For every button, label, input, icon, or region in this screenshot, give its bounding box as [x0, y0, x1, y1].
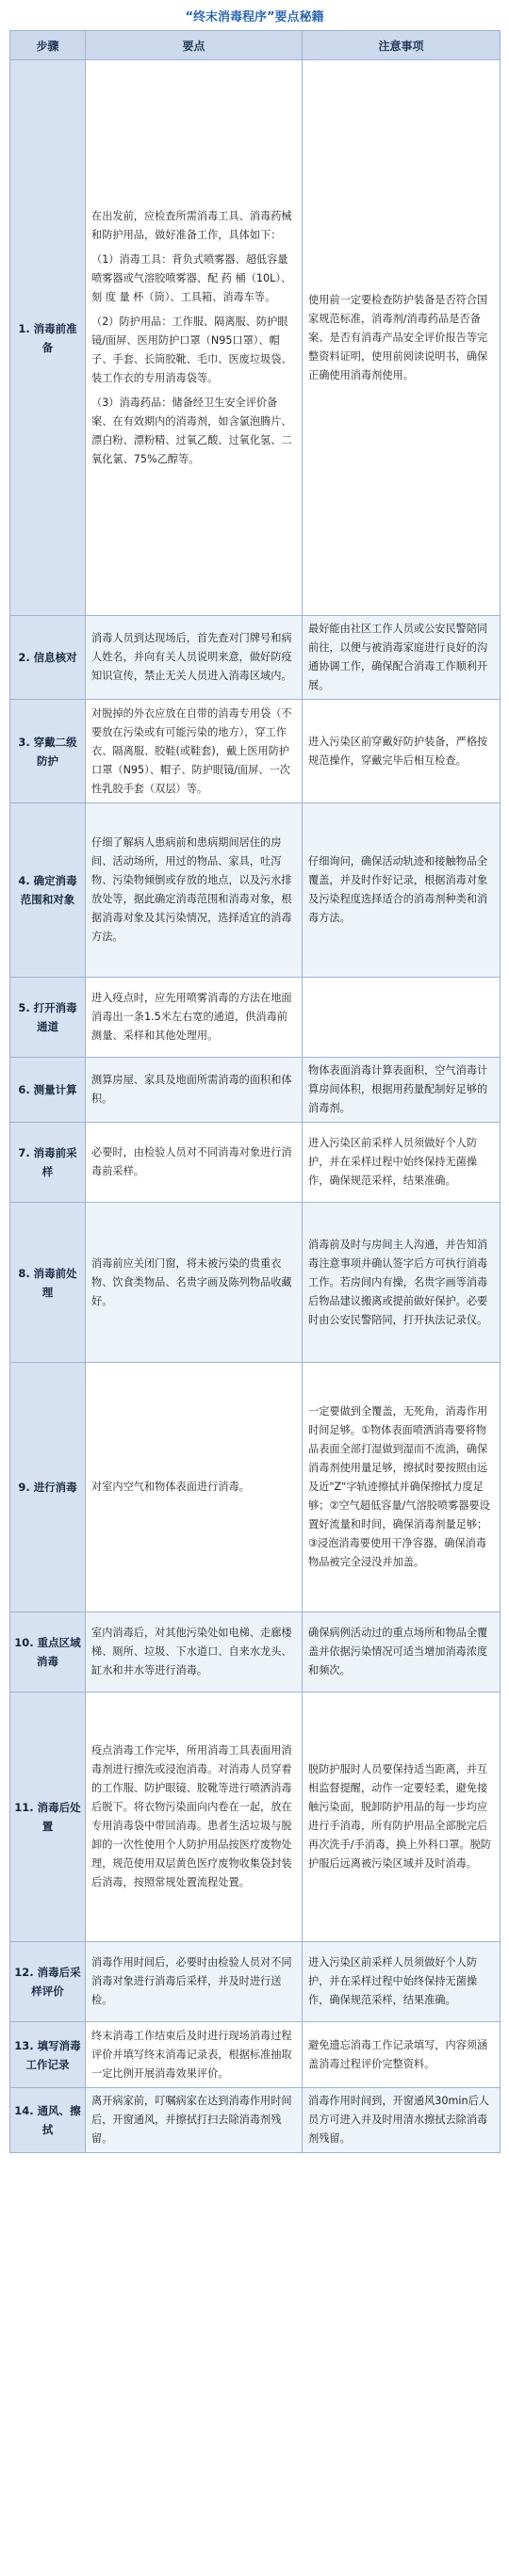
notes-cell — [303, 978, 501, 1058]
key-points-cell — [86, 1123, 303, 1203]
header-notes: 注意事项 — [303, 31, 501, 60]
key-point-text: 必要时，由检验人员对不同消毒对象进行消毒前采样。 — [91, 1146, 292, 1177]
notes-cell: 消毒作用时间到，开窗通风30min后人员方可进入并及时用清水擦拭去除消毒剂残留。 — [303, 2088, 501, 2153]
table-row — [10, 2022, 501, 2088]
key-points-cell — [86, 1942, 303, 2022]
step-cell: 8. 消毒前处理 — [10, 1203, 86, 1363]
table-row — [10, 1693, 501, 1942]
key-point-text: 测算房屋、家具及地面所需消毒的面积和体积。 — [91, 1074, 292, 1105]
key-point-text: 疫点消毒工作完毕，所用消毒工具表面用消毒剂进行擦洗或浸泡消毒。对消毒人员穿着的工作服、防护眼镜、胶靴等进行喷洒消毒后脱下。将衣物污染面向内卷在一起，放在专用消毒袋中带回消毒。患者生活垃圾与脱卸的一次性使用个人防护用品按医疗废物处理，规范使用双层黄色医疗废物收集袋封装后消毒，按照常规处置流程处置。 — [91, 1744, 292, 1888]
key-points-cell — [86, 978, 303, 1058]
table-row — [10, 616, 501, 700]
notes-cell: 消毒前及时与房间主人沟通，并告知消毒注意事项并确认签字后方可执行消毒工作。若房间内有操，名贵字画等消毒后物品建议搬离或提前做好保护。必要时由公安民警陪同，打开执法记录仪。 — [303, 1203, 501, 1363]
key-points-cell — [86, 1058, 303, 1123]
key-point-text: 进入疫点时，应先用喷雾消毒的方法在地面消毒出一条1.5米左右宽的通道，供消毒前测量、采样和其他处理用。 — [91, 992, 292, 1042]
header-key-points: 要点 — [86, 31, 303, 60]
step-cell: 7. 消毒前采样 — [10, 1123, 86, 1203]
notes-cell: 仔细询问，确保活动轨迹和接触物品全覆盖，并及时作好记录，根据消毒对象及污染程度选择适合的消毒剂种类和消毒方法。 — [303, 803, 501, 978]
key-point-text: 对室内空气和物体表面进行消毒。 — [91, 1481, 250, 1493]
step-cell: 4. 确定消毒范围和对象 — [10, 803, 86, 978]
step-cell: 9. 进行消毒 — [10, 1363, 86, 1612]
key-point-text: （1）消毒工具：背负式喷雾器、超低容量喷雾器或气溶胶喷雾器、配 药 桶（10L）、刻 度 量 杯（筒）、工具箱、消毒车等。 — [91, 252, 292, 303]
step-cell: 13. 填写消毒工作记录 — [10, 2022, 86, 2088]
notes-cell: 进入污染区前采样人员须做好个人防护，并在采样过程中始终保持无菌操作，确保规范采样，结果准确。 — [303, 1123, 501, 1203]
notes-cell: 物体表面消毒计算表面积，空气消毒计算房间体积，根据用药量配制好足够的消毒剂。 — [303, 1058, 501, 1123]
key-points-cell — [86, 616, 303, 700]
notes-cell: 进入污染区前穿戴好防护装备，严格按规范操作，穿戴完毕后相互检查。 — [303, 700, 501, 803]
key-point-text: 终末消毒工作结束后及时进行现场消毒过程评价并填写终末消毒记录表，根据标准抽取一定比例开展消毒效果评价。 — [91, 2029, 292, 2080]
step-cell: 12. 消毒后采样评价 — [10, 1942, 86, 2022]
key-point-text: 对脱掉的外衣应放在自带的消毒专用袋（不要放在污染或有可能污染的地方），穿工作衣、隔离服、胶鞋(或鞋套)，戴上医用防护口罩（N95）、帽子、防护眼镜/面屏、一次性乳胶手套（双层）等。 — [91, 706, 292, 795]
key-point-text: （3）消毒药品：储备经卫生安全评价备案、在有效期内的消毒剂，如含氯泡腾片、漂白粉、漂粉精、过氧乙酸、过氧化氢、二氧化氯、75%乙醇等。 — [91, 396, 292, 465]
step-cell: 3. 穿戴二级防护 — [10, 700, 86, 803]
step-cell: 6. 测量计算 — [10, 1058, 86, 1123]
table-row — [10, 1612, 501, 1693]
notes-cell: 最好能由社区工作人员或公安民警陪同前往，以便与被消毒家庭进行良好的沟通协调工作，确保配合消毒工作顺利开展。 — [303, 616, 501, 700]
key-point-text: 在出发前，应检查所需消毒工具、消毒药械和防护用品，做好准备工作，具体如下： — [91, 209, 292, 241]
key-point-text: 消毒人员到达现场后，首先查对门牌号和病人姓名，并向有关人员说明来意，做好防疫知识宣传，禁止无关人员进入消毒区域内。 — [91, 632, 292, 682]
document-title: “终末消毒程序”要点秘籍 — [185, 10, 324, 24]
table-row — [10, 1363, 501, 1612]
step-cell: 14. 通风、擦拭 — [10, 2088, 86, 2153]
key-points-cell — [86, 1203, 303, 1363]
step-cell: 1. 消毒前准备 — [10, 60, 86, 616]
key-point-text: 消毒作用时间后，必要时由检验人员对不同消毒对象进行消毒后采样，并及时进行送检。 — [91, 1956, 292, 2006]
key-point-text: 仔细了解病人患病前和患病期间居住的房间、活动场所，用过的物品、家具，吐泻物、污染物倾倒或存放的地点，以及污水排放处等，据此确定消毒范围和消毒对象，根据消毒对象及其污染情况，选择适宜的消毒方法。 — [91, 836, 292, 943]
table-header-row — [10, 31, 501, 60]
key-points-cell — [86, 1693, 303, 1942]
step-cell: 5. 打开消毒通道 — [10, 978, 86, 1058]
table-row — [10, 1058, 501, 1123]
notes-cell: 一定要做到全覆盖，无死角，消毒作用时间足够。①物体表面喷洒消毒要将物品表面全部打湿做到湿而不流淌，确保消毒剂使用量足够，擦拭时要按照由远及近"Z"字轨迹擦拭并确保擦拭力度足够；②空气超低容量/气溶胶喷雾器要设置好流量和时间，确保消毒剂量足够；③浸泡消毒要使用干净容器，确保消毒物品被完全浸没并加盖。 — [303, 1363, 501, 1612]
key-points-cell — [86, 803, 303, 978]
notes-cell: 进入污染区前采样人员须做好个人防护，并在采样过程中始终保持无菌操作，确保规范采样，结果准确。 — [303, 1942, 501, 2022]
notes-cell: 确保病例活动过的重点场所和物品全覆盖并依据污染情况可适当增加消毒浓度和频次。 — [303, 1612, 501, 1693]
table-row — [10, 700, 501, 803]
step-cell: 10. 重点区域消毒 — [10, 1612, 86, 1693]
step-cell: 2. 信息核对 — [10, 616, 86, 700]
key-point-text: 消毒前应关闭门窗，将未被污染的贵重衣物、饮食类物品、名贵字画及陈列物品收藏好。 — [91, 1256, 292, 1307]
key-points-cell — [86, 1612, 303, 1693]
key-point-text: （2）防护用品：工作服、隔离服、防护眼镜/面屏、医用防护口罩（N95口罩）、帽子、手套、长筒胶靴、毛巾、医废垃圾袋、装工作衣的专用消毒袋等。 — [91, 315, 292, 384]
key-points-cell — [86, 700, 303, 803]
notes-cell: 避免遗忘消毒工作记录填写，内容须涵盖消毒过程评价完整资料。 — [303, 2022, 501, 2088]
notes-cell: 使用前一定要检查防护装备是否符合国家规范标准，消毒剂/消毒药品是否备案、是否有消毒产品安全评价报告等完整资料证明，使用前阅读说明书，确保正确使用消毒剂使用。 — [303, 60, 501, 616]
table-row — [10, 803, 501, 978]
procedure-table — [9, 30, 501, 2153]
table-row — [10, 978, 501, 1058]
notes-cell: 脱防护服时人员要保持适当距离，并互相监督提醒，动作一定要轻柔，避免接触污染面，脱卸防护用品的每一步均应进行手消毒，所有防护用品全部脱完后再次洗手/手消毒，换上外科口罩。脱防护服后远离被污染区域并及时消毒。 — [303, 1693, 501, 1942]
header-step: 步骤 — [10, 31, 86, 60]
step-cell: 11. 消毒后处置 — [10, 1693, 86, 1942]
key-points-cell — [86, 2022, 303, 2088]
key-points-cell — [86, 60, 303, 616]
table-row — [10, 1123, 501, 1203]
key-points-cell — [86, 1363, 303, 1612]
table-row — [10, 2088, 501, 2153]
key-point-text: 离开病家前，叮嘱病家在达到消毒作用时间后，开窗通风，并擦拭打扫去除消毒剂残留。 — [91, 2095, 292, 2145]
table-row — [10, 1203, 501, 1363]
table-row — [10, 60, 501, 616]
table-row — [10, 1942, 501, 2022]
key-points-cell — [86, 2088, 303, 2153]
key-point-text: 室内消毒后，对其他污染处如电梯、走廊楼梯、厕所、垃圾、下水道口、自来水龙头、缸水和井水等进行消毒。 — [91, 1627, 292, 1677]
